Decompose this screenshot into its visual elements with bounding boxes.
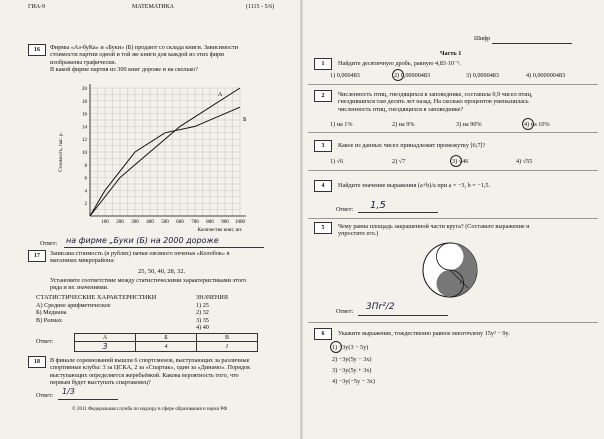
q4-answer-label: Ответ:	[336, 206, 354, 213]
x-tick-label: 900	[221, 220, 229, 225]
y-axis-label: Стоимость, тыс. р.	[59, 132, 64, 172]
left-header-subject: МАТЕМАТИКА	[132, 4, 174, 10]
q4-answer: 1,5	[370, 200, 386, 211]
q2-text: Численность птиц, гнездящихся в заповеднике, составила 0,9 чисел птиц, гнездившихся там десять лет назад. На сколько процентов уменьшилась численность птиц, гнездящихся в заповеднике?	[338, 91, 533, 113]
q6-selected-circle	[330, 341, 342, 353]
q5-text: Чему равна площадь закрашенной части круга? (Составьте выражение и упростите его.)	[338, 223, 530, 238]
q17-answer-a: 3	[75, 342, 136, 352]
left-header-code: ГИА-9	[28, 4, 46, 10]
q17-text-b: Установите соответствие между статистическими характеристиками этого ряда и их значениями.	[50, 277, 247, 292]
q4-answer-line	[358, 212, 438, 213]
x-tick-label: 800	[206, 220, 214, 225]
q2-opt-4: 4) на 10%	[524, 121, 550, 128]
separator-1	[308, 84, 598, 85]
cost-chart	[52, 80, 262, 240]
q17-answer-table	[74, 333, 258, 352]
y-tick-label: 18	[82, 99, 87, 105]
footer-copyright: © 2011 Федеральная служба по надзору в сфере образования и науки РФ	[72, 407, 228, 412]
separator-3	[308, 170, 598, 171]
q18-answer: 1/3	[62, 387, 75, 396]
q16-answer-label: Ответ:	[40, 240, 58, 247]
q1-opt-2: 2) 0,00000483	[394, 72, 431, 79]
q2-opt-1: 1) на 1%	[330, 121, 353, 128]
x-tick-label: 600	[176, 220, 184, 225]
q6-opt-1: 1) −3y(3 − 5y)	[332, 344, 369, 351]
q18-answer-label: Ответ:	[36, 392, 54, 399]
x-tick-label: 300	[131, 220, 139, 225]
q2-number: 2	[314, 90, 332, 102]
separator-2	[308, 132, 598, 133]
y-tick-label: 4	[84, 189, 87, 195]
y-tick-label: 10	[82, 151, 87, 156]
x-tick-label: 100	[101, 220, 109, 225]
q17-answer-label: Ответ:	[36, 338, 54, 345]
q17-head-a: А	[75, 334, 136, 342]
y-tick-label: 12	[82, 138, 87, 144]
q3-text: Какое из данных чисел принадлежит промежутку [6;7]?	[338, 142, 486, 149]
q3-opt-1: 1) √6	[330, 158, 344, 165]
x-tick-label: 200	[116, 220, 124, 225]
q5-radius-label: r	[460, 281, 462, 286]
y-tick-label: 8	[84, 163, 87, 169]
page-fold	[300, 0, 303, 439]
y-tick-label: 2	[84, 202, 87, 208]
left-header-code2: (1115 - 5/6)	[246, 4, 275, 10]
q6-opt-2: 2) −3y(5y − 3x)	[332, 356, 372, 363]
series-label-a: А	[218, 92, 223, 98]
q5-answer-line	[358, 315, 448, 316]
q16-answer-line	[64, 247, 264, 248]
q4-number: 4	[314, 180, 332, 192]
q5-number: 5	[314, 222, 332, 234]
q6-opt-3: 3) −3y(5y + 3x)	[332, 367, 372, 374]
q18-text: В финале соревнований вышли 6 спортсменов, выступающих за различные спортивные клубы: 3 за ЦСКА, 2 за «Спартак», один за «Динамо». Порядок выступающих определяется жеребьёвкой. Какова вероятность того, что первым будет выступать спартаковец?	[50, 357, 251, 387]
q17-values: 25, 50, 40, 28, 32.	[138, 268, 186, 275]
q16-text: Фирмы «Аз-буКа» и «Буки» (Б) продают со склада книги. Зависимости стоимости партии одной и той же книги для каждой из этих фирм изображены графически. В какой фирме партия из 300 книг дороже и на сколько?	[50, 44, 239, 74]
part-title: Часть 1	[440, 50, 462, 57]
q2-opt-3: 3) на 90%	[456, 121, 482, 128]
q6-opt-4: 4) −3y(−5y − 3x)	[332, 378, 375, 385]
q18-answer-line	[58, 399, 118, 400]
q1-opt-4: 4) 0,000000483	[526, 72, 566, 79]
q1-opt-3: 3) 0,0000483	[466, 72, 499, 79]
q3-opt-3: 3) √46	[452, 158, 469, 165]
series-label-b: Б	[243, 117, 247, 124]
right-header-label: Шифр	[474, 36, 491, 42]
q5-answer: 3Пr²/2	[366, 302, 395, 312]
q16-answer: на фирме „Буки (Б) на 2000 дороже	[66, 236, 219, 245]
q17-val-head: ЗНАЧЕНИЯ	[196, 294, 228, 301]
y-tick-label: 16	[82, 112, 87, 118]
q17-head-c: В	[197, 334, 258, 342]
q17-answer-c: 1	[197, 342, 258, 352]
y-tick-label: 6	[84, 176, 87, 182]
q17-number: 17	[28, 250, 46, 262]
q4-text: Найдите значение выражения (a+b)/a при a = −3, b = −1,5.	[338, 182, 491, 189]
q1-number: 1	[314, 58, 332, 70]
y-tick-label: 20	[82, 87, 87, 92]
x-tick-label: 1000	[235, 220, 245, 225]
x-tick-label: 500	[161, 220, 169, 225]
q5-answer-label: Ответ:	[336, 308, 354, 315]
q17-head-b: Б	[136, 334, 197, 342]
q3-opt-2: 2) √7	[392, 158, 406, 165]
q1-opt-1: 1) 0,000483	[330, 72, 360, 79]
q2-opt-2: 2) на 9%	[392, 121, 415, 128]
cipher-line	[492, 43, 572, 44]
q3-number: 3	[314, 140, 332, 152]
q16-number: 16	[28, 44, 46, 56]
q17-char-head: СТАТИСТИЧЕСКИЕ ХАРАКТЕРИСТИКИ	[36, 294, 157, 301]
q1-selected-circle	[392, 69, 404, 81]
x-tick-label: 400	[146, 220, 154, 225]
q3-opt-4: 4) √55	[516, 158, 533, 165]
q18-number: 18	[28, 356, 46, 368]
q5-circle-figure	[420, 240, 480, 300]
q2-selected-circle	[522, 118, 534, 130]
q17-answer-b: 4	[136, 342, 197, 352]
separator-5	[308, 322, 598, 323]
q17-vals: 1) 25 2) 32 3) 35 4) 40	[196, 302, 209, 332]
q17-chars: А) Среднее арифметическое Б) Медиана В) Размах	[36, 302, 111, 324]
q17-text: Записана стоимость (в рублях) пачки овсяного печенья «Колобок» в магазинах микрорайона:	[50, 250, 230, 265]
y-tick-label: 14	[82, 125, 87, 131]
q6-number: 6	[314, 328, 332, 340]
x-tick-label: 700	[191, 220, 199, 225]
q3-selected-circle	[450, 155, 462, 167]
x-axis-label: Количество книг, шт.	[197, 228, 243, 233]
q1-text: Найдите десятичную дробь, равную 4,83·10⁻⁶.	[338, 60, 462, 67]
separator-4	[308, 218, 598, 219]
q6-text: Укажите выражение, тождественно равное многочлену 15y² − 9y.	[338, 330, 510, 337]
